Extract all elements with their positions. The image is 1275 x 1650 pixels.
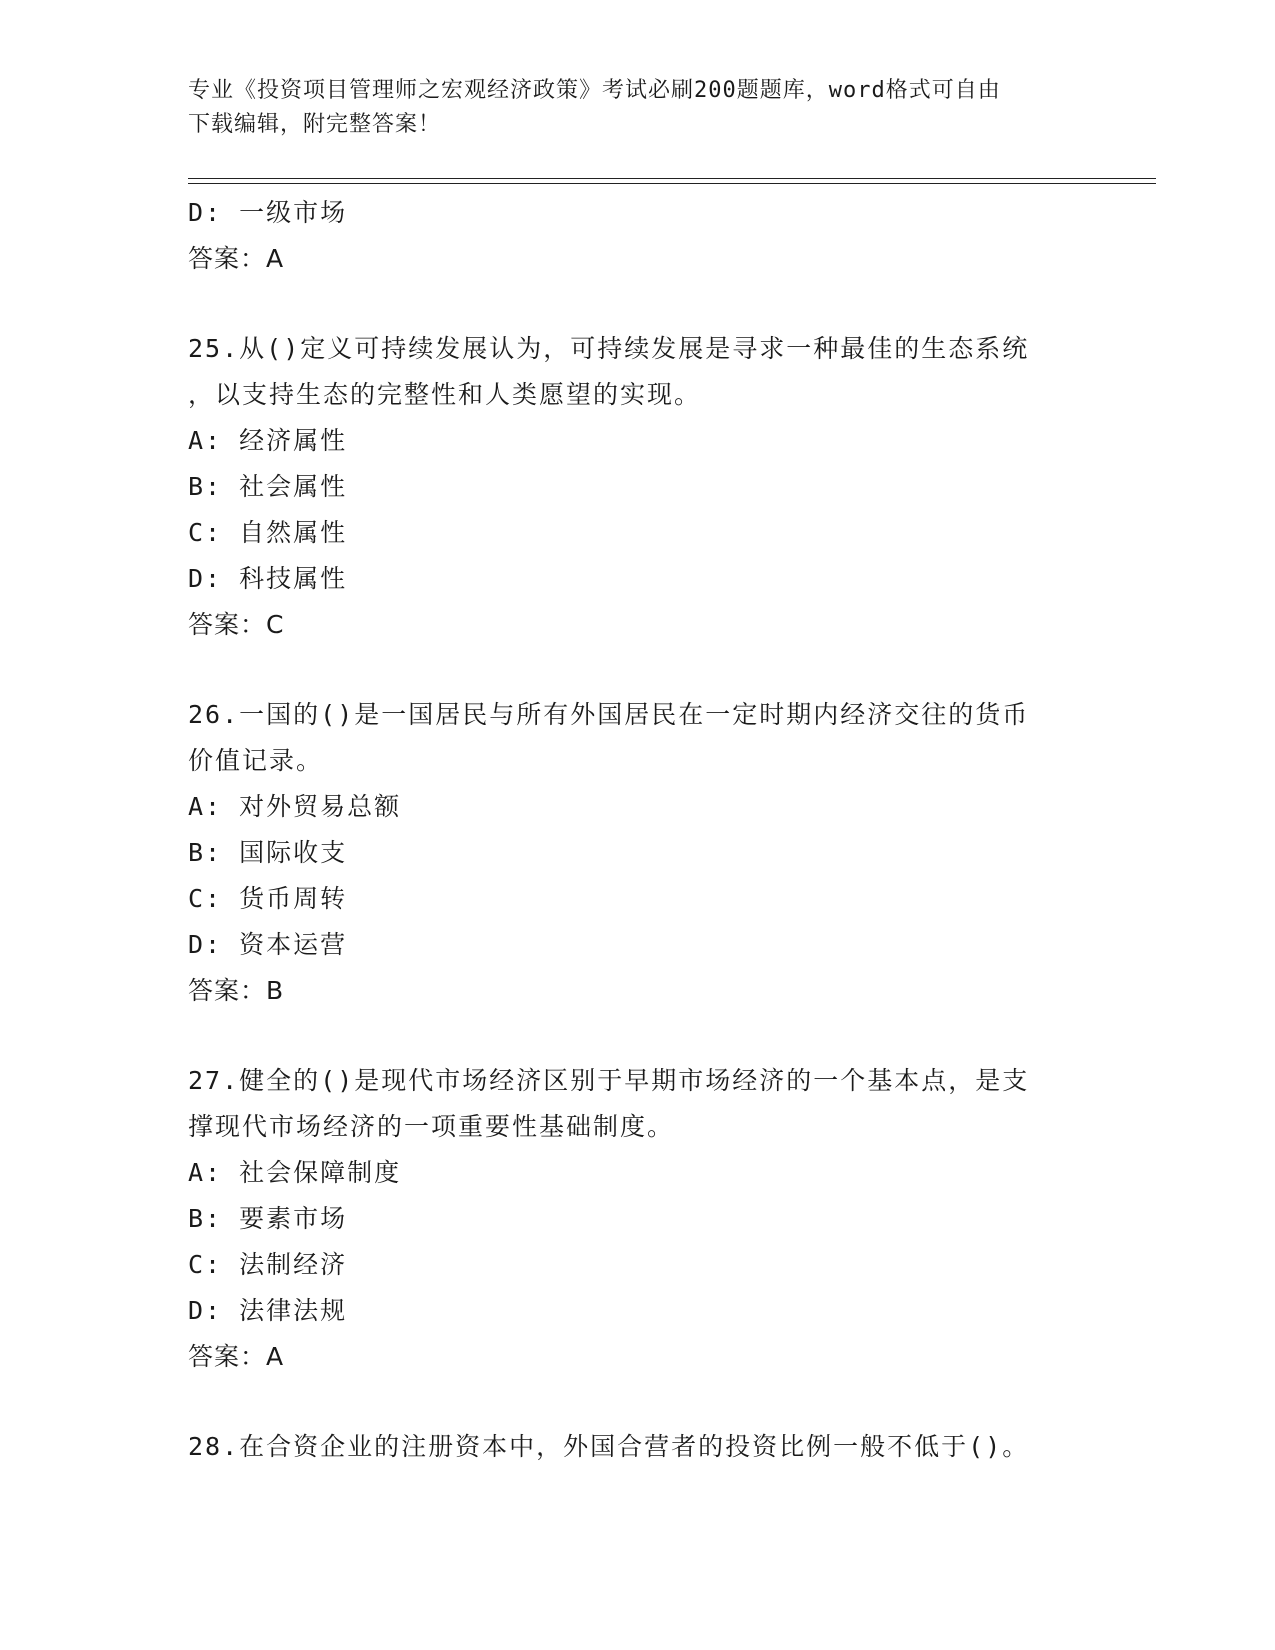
question-stem-line-2: 撑现代市场经济的一项重要性基础制度。: [188, 1112, 675, 1141]
question-stem-line-1: 26.一国的()是一国居民与所有外国居民在一定时期内经济交往的货币: [188, 700, 1030, 729]
question-stem-line-2: ，以支持生态的完整性和人类愿望的实现。: [188, 380, 702, 409]
option-b: B: 要素市场: [188, 1204, 348, 1233]
option-c: C: 自然属性: [188, 518, 348, 547]
answer-line: 答案：C: [188, 610, 285, 639]
header-line-2: 下载编辑，附完整答案！: [188, 112, 442, 137]
question-stem: [188, 692, 1088, 784]
option-c: C: 货币周转: [188, 884, 348, 913]
option-c: C: 法制经济: [188, 1250, 348, 1279]
question-block-25: [188, 326, 1088, 648]
question-stem: [188, 326, 1088, 418]
question-block-26: [188, 692, 1088, 1014]
header-line-1: 专业《投资项目管理师之宏观经济政策》考试必刷200题题库，word格式可自由: [188, 78, 1001, 103]
question-list: [188, 190, 1088, 1470]
option-b: B: 国际收支: [188, 838, 348, 867]
question-block-28: [188, 1424, 1088, 1470]
option-b: B: 社会属性: [188, 472, 348, 501]
option-d: D: 科技属性: [188, 564, 348, 593]
option-d: D: 资本运营: [188, 930, 348, 959]
question-block-24: [188, 190, 1088, 282]
option-d: D: 一级市场: [188, 198, 348, 227]
answer-line: 答案：B: [188, 976, 285, 1005]
question-block-27: [188, 1058, 1088, 1380]
header-rule-top: [188, 178, 1156, 179]
option-a: A: 经济属性: [188, 426, 348, 455]
question-stem: [188, 1058, 1088, 1150]
answer-line: 答案：A: [188, 244, 285, 273]
question-stem-line-1: 27.健全的()是现代市场经济区别于早期市场经济的一个基本点，是支: [188, 1066, 1030, 1095]
document-header: [188, 74, 1088, 142]
header-rule-bottom: [188, 183, 1156, 184]
option-a: A: 对外贸易总额: [188, 792, 402, 821]
option-d: D: 法律法规: [188, 1296, 348, 1325]
option-a: A: 社会保障制度: [188, 1158, 402, 1187]
question-stem-line-2: 价值记录。: [188, 746, 324, 775]
question-stem: [188, 1424, 1088, 1470]
question-stem-line-1: 25.从()定义可持续发展认为，可持续发展是寻求一种最佳的生态系统: [188, 334, 1030, 363]
question-stem-line-1: 28.在合资企业的注册资本中，外国合营者的投资比例一般不低于()。: [188, 1432, 1030, 1461]
answer-line: 答案：A: [188, 1342, 285, 1371]
